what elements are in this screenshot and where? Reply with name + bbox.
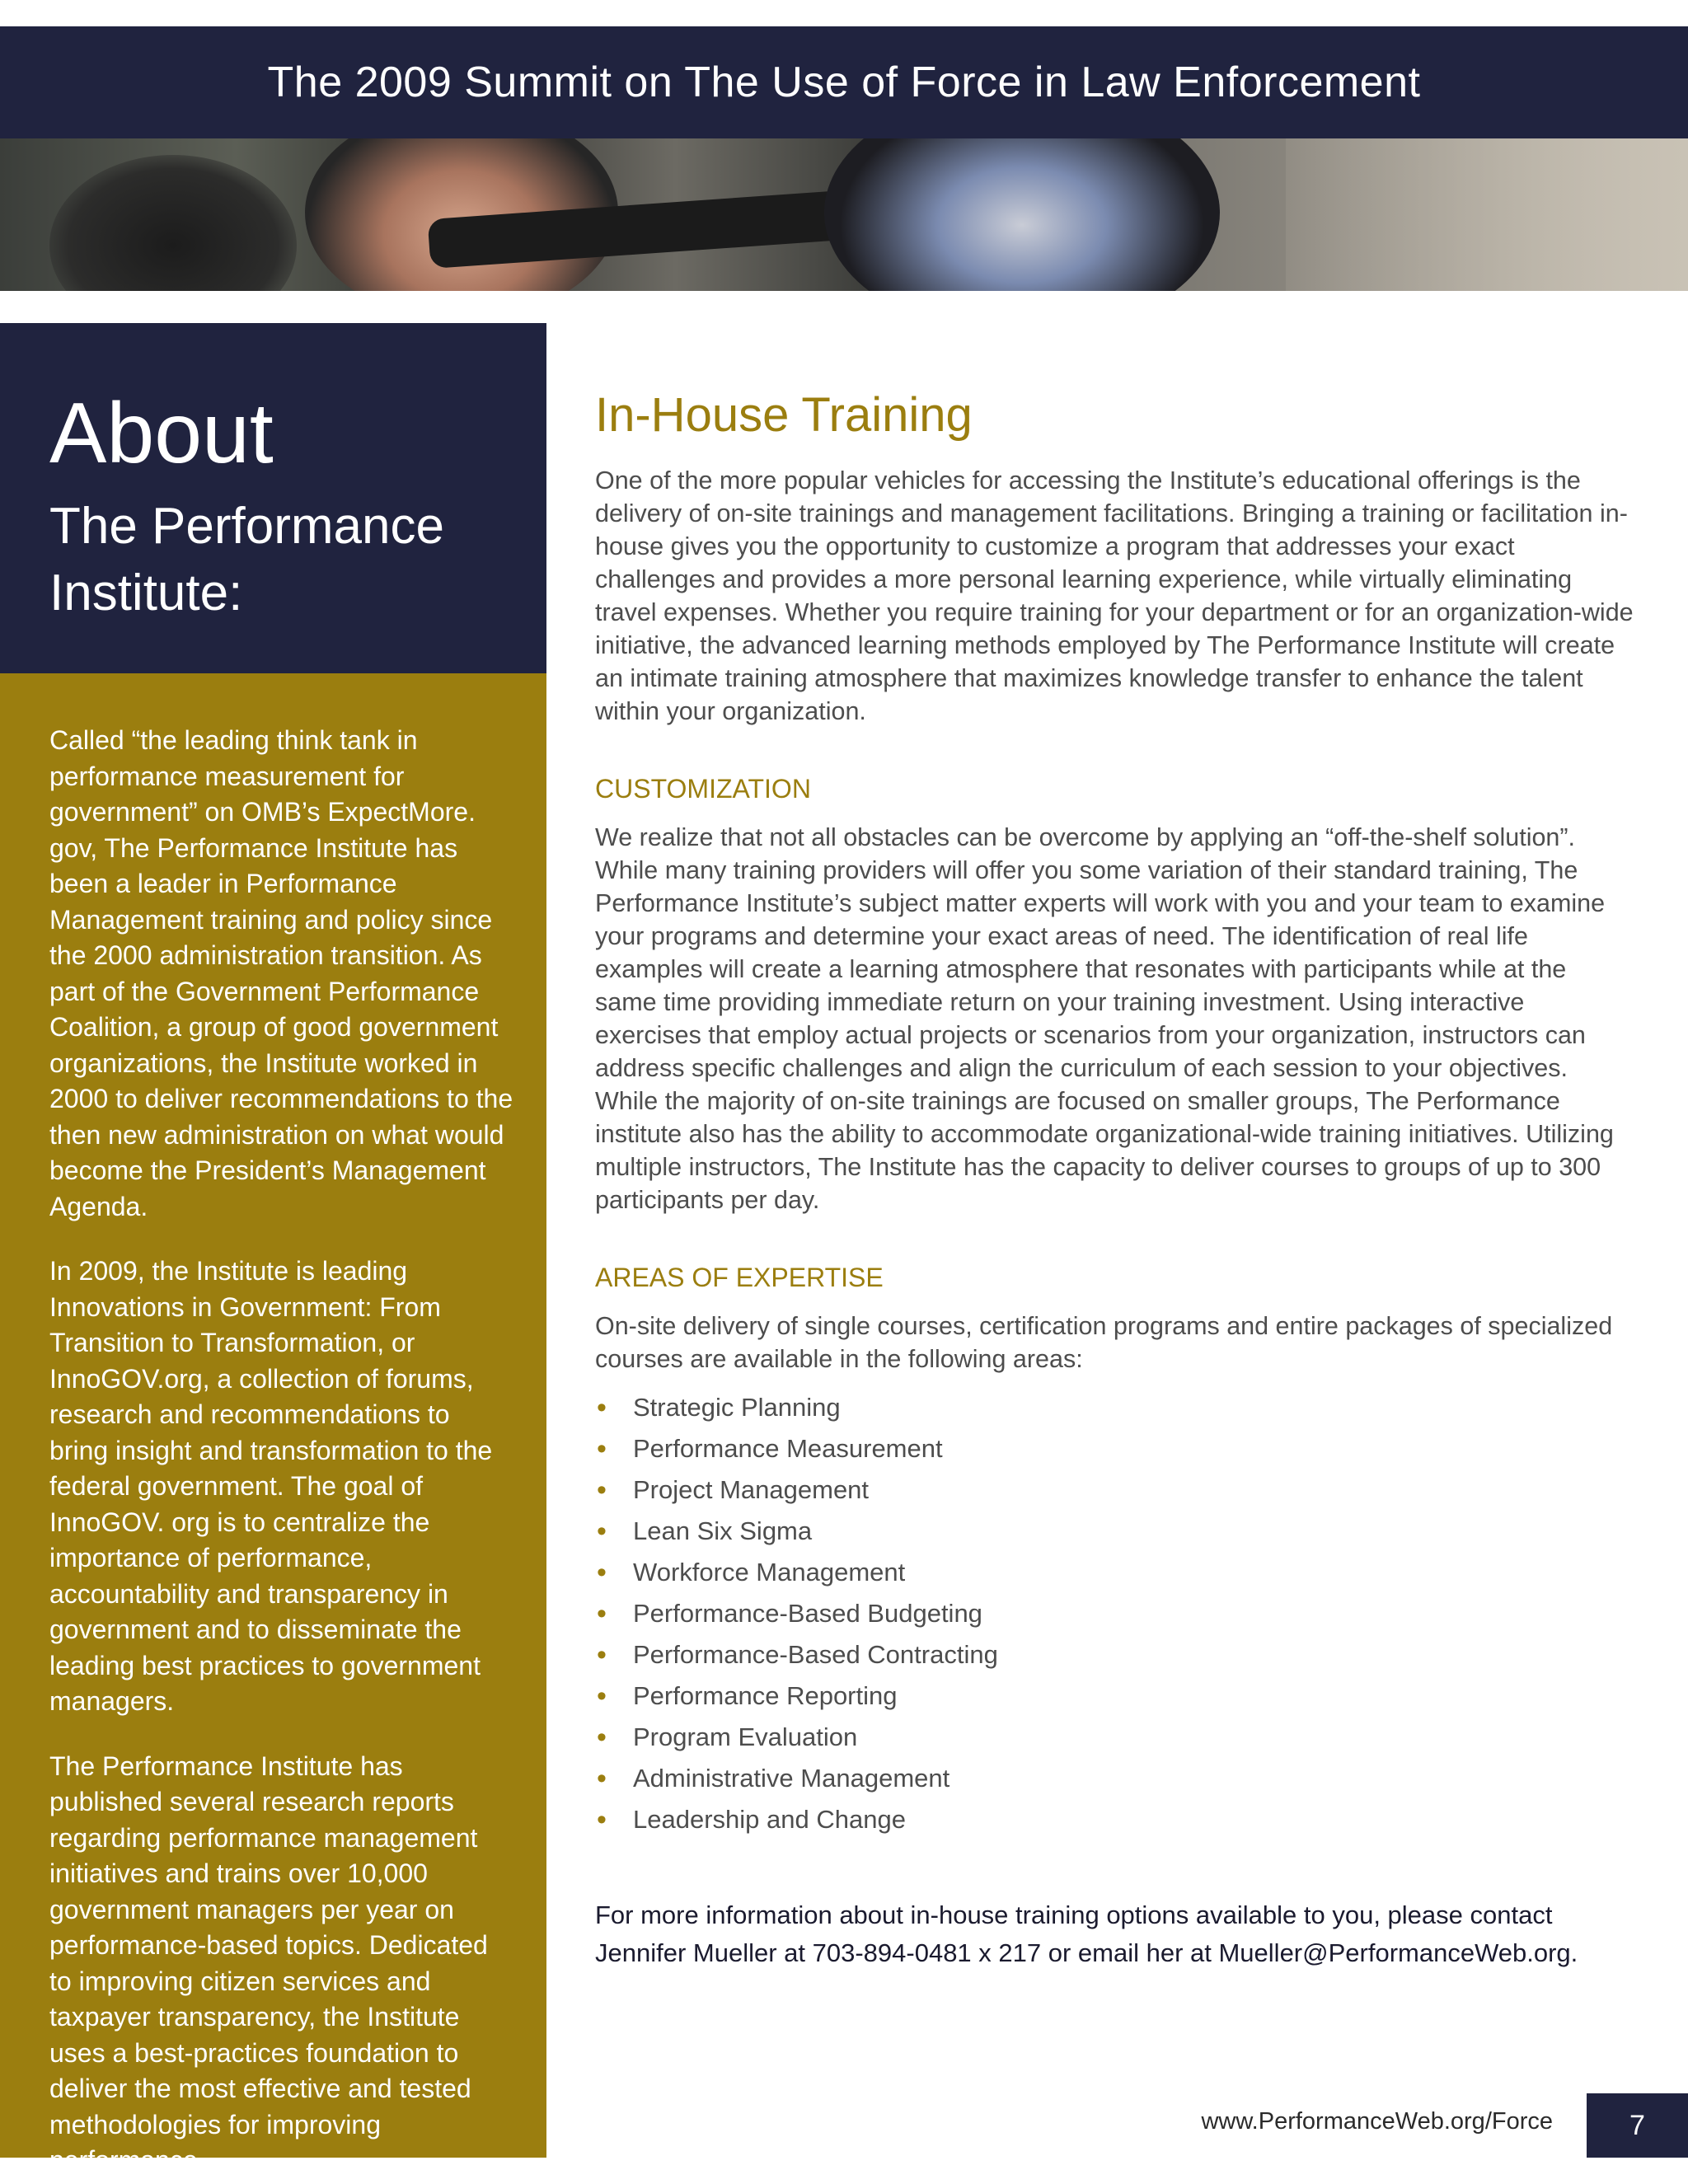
- list-item: • Performance Measurement: [595, 1428, 1634, 1469]
- expertise-heading: AREAS OF EXPERTISE: [595, 1263, 884, 1292]
- expertise-intro: On-site delivery of single courses, certification programs and entire packages of specialized courses are available in the following areas:: [595, 1312, 1613, 1373]
- about-subtitle-line1: The Performance: [49, 498, 444, 555]
- list-item: • Strategic Planning: [595, 1387, 1634, 1428]
- list-item: • Performance-Based Budgeting: [595, 1593, 1634, 1634]
- list-item: • Performance Reporting: [595, 1675, 1634, 1717]
- section-heading: In-House Training: [595, 388, 973, 442]
- about-subtitle-line2: Institute:: [49, 564, 243, 621]
- header-photo: [0, 138, 1688, 291]
- about-panel: [0, 323, 546, 673]
- main-content: [595, 387, 1634, 1972]
- photo-officer-right: [824, 138, 1220, 291]
- sidebar-paragraph: In 2009, the Institute is leading Innovations in Government: From Transition to Transformation, or InnoGOV.org, a collection of forums, research and recommendations to bring insight and transformation to the federal government. The goal of InnoGOV. org is to centralize the importance of performance, accountability and transparency in government and to disseminate the leading best practices to government managers.: [49, 1256, 493, 1716]
- customization-paragraph: We realize that not all obstacles can be overcome by applying an “off-the-shelf solution”. While many training providers will offer you some variation of their standard training, The Performance Institute’s subject matter experts will work with you and your team to examine your programs and determine your exact areas of need. The identification of real life examples will create a learning atmosphere that resonates with participants while at the same time providing immediate return on your training investment. Using interactive exercises that employ actual projects or scenarios from your organization, instructors can address specific challenges and align the curriculum of each session to your objectives. While the majority of on-site trainings are focused on smaller groups, The Performance institute also has the ability to accommodate organizational-wide training initiatives. Utilizing multiple instructors, The Institute has the capacity to deliver courses to groups of up to 300 participants per day.: [595, 823, 1614, 1214]
- photo-shadow: [49, 155, 297, 291]
- header-banner: [0, 26, 1688, 138]
- list-item: • Leadership and Change: [595, 1799, 1634, 1840]
- about-subtitle: [49, 494, 546, 626]
- list-item: • Project Management: [595, 1469, 1634, 1511]
- contact-info: [595, 1896, 1634, 1972]
- contact-line: For more information about in-house training options available to you, please contact: [595, 1900, 1553, 1929]
- about-title: About: [49, 386, 274, 481]
- list-item: • Program Evaluation: [595, 1717, 1634, 1758]
- sidebar-panel: [0, 673, 546, 2175]
- footer-url: www.PerformanceWeb.org/Force: [1201, 2108, 1553, 2135]
- photo-wall: [1286, 138, 1688, 291]
- list-item: • Performance-Based Contracting: [595, 1634, 1634, 1675]
- page-number-badge: [1587, 2093, 1688, 2158]
- intro-paragraph: One of the more popular vehicles for accessing the Institute’s educational offerings is the delivery of on-site trainings and management facilitations. Bringing a training or facilitation in-house gives you the opportunity to customize a program that addresses your exact challenges and provides a more personal learning experience, while virtually eliminating travel expenses. Whether you require training for your department or for an organization-wide initiative, the advanced learning methods employed by The Performance Institute will create an intimate training atmosphere that maximizes knowledge transfer to enhance the talent within your organization.: [595, 466, 1634, 725]
- expertise-list: [595, 1387, 1634, 1840]
- page-number: 7: [1629, 2109, 1645, 2141]
- header-title: The 2009 Summit on The Use of Force in Law Enforcement: [267, 59, 1421, 106]
- sidebar-paragraph: The Performance Institute has published several research reports regarding performance management initiatives and trains over 10,000 government managers per year on performance-based topics. Dedicated to improving citizen services and taxpayer transparency, the Institute uses a best-practices foundation to deliver the most effective and tested methodologies for improving performance.: [49, 1750, 488, 2175]
- contact-line: Jennifer Mueller at 703-894-0481 x 217 or email her at Mueller@PerformanceWeb.org.: [595, 1938, 1578, 1967]
- list-item: • Workforce Management: [595, 1552, 1634, 1593]
- sidebar-paragraph: Called “the leading think tank in performance measurement for government” on OMB’s ExpectMore. gov, The Performance Institute has been a leader in Performance Management training and policy since the 2000 administration transition. As part of the Government Performance Coalition, a group of good government organizations, the Institute worked in 2000 to deliver recommendations to the then new administration on what would become the President’s Management Agenda.: [49, 725, 513, 1221]
- list-item: • Lean Six Sigma: [595, 1511, 1634, 1552]
- list-item: • Administrative Management: [595, 1758, 1634, 1799]
- customization-heading: CUSTOMIZATION: [595, 774, 811, 804]
